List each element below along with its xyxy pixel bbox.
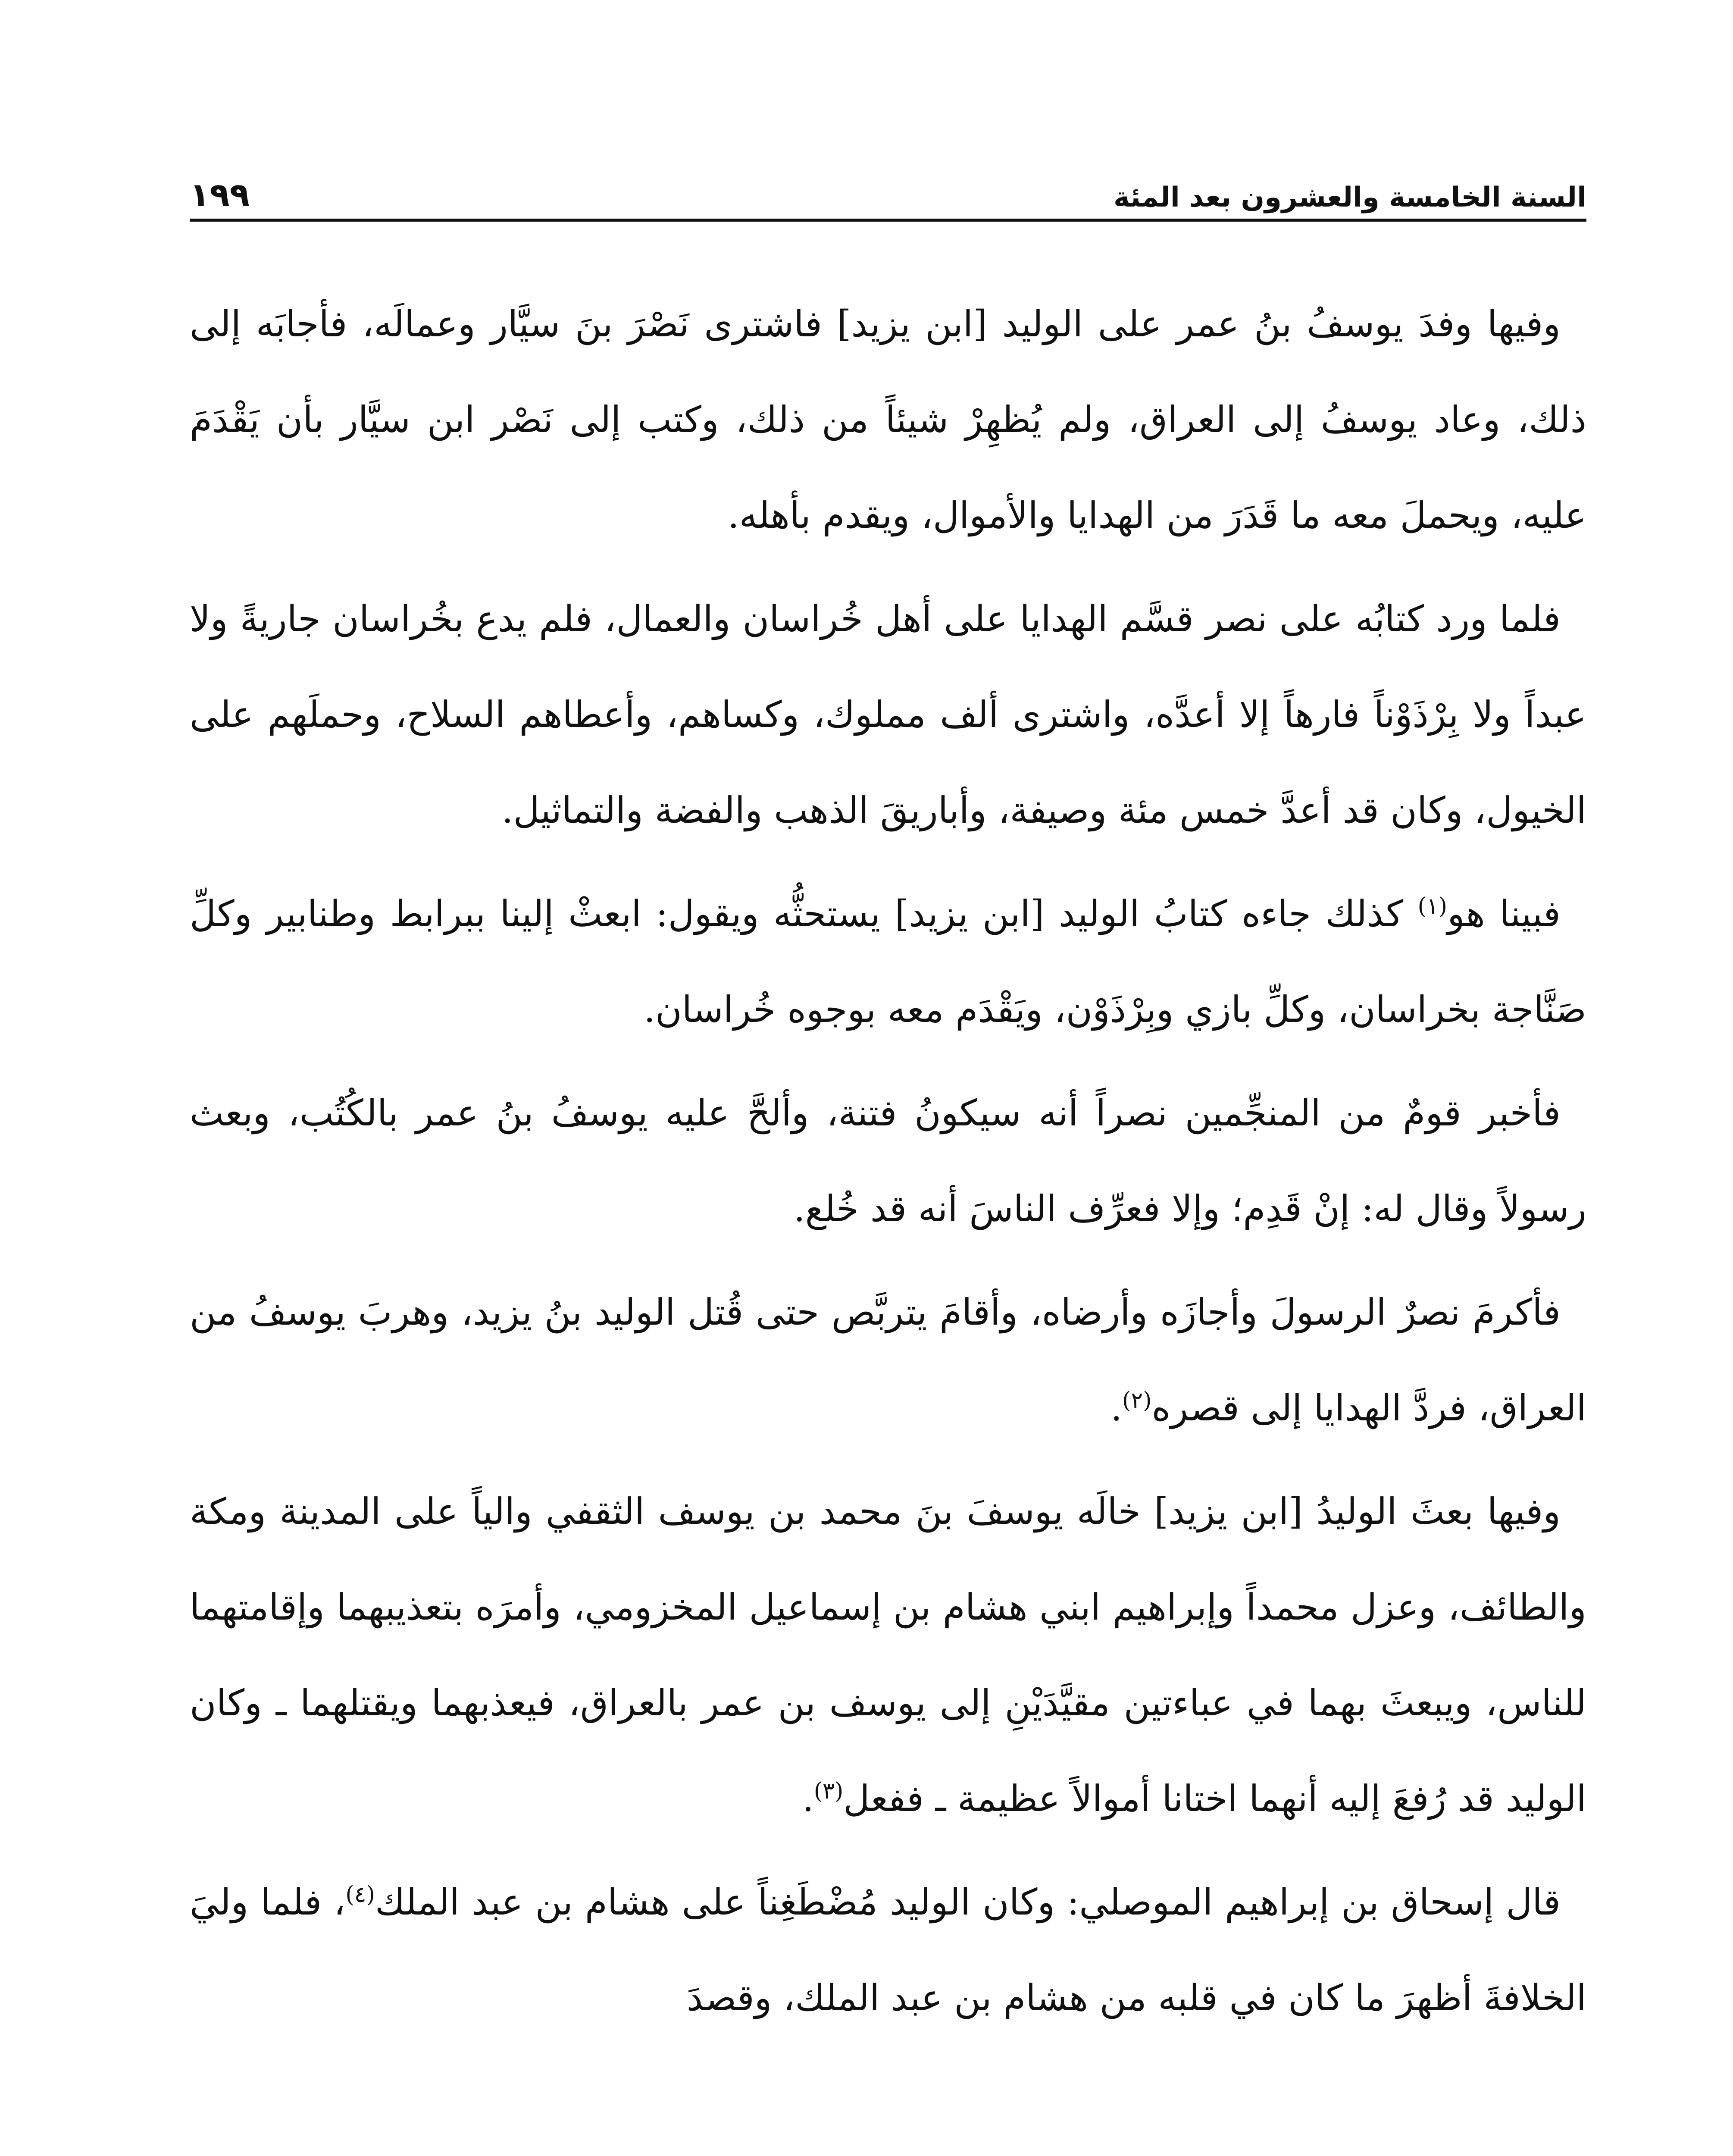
- footnote-marker-4: (٤): [345, 1882, 375, 1908]
- running-header-title: السنة الخامسة والعشرون بعد المئة: [1114, 182, 1586, 213]
- running-header: [190, 160, 1586, 214]
- paragraph-6: [190, 1463, 1586, 1846]
- paragraph-text: ، فلما وليَ الخلافةَ أظهرَ ما كان في قلبه من هشام بن عبد الملك، وقصدَ: [190, 1881, 1586, 2019]
- paragraph-2: [190, 571, 1586, 858]
- paragraph-text: وفيها بعثَ الوليدُ [ابن يزيد] خالَه يوسفَ بنَ محمد بن يوسف الثقفي والياً على المدينة ومكة والطائف، وعزل محمداً وإبراهيم ابني هشام بن إسماعيل المخزومي، وأمرَه بتعذيبهما وإقامتهما للناس، ويبعثَ بهما في عباءتين مقيَّدَيْنِ إلى يوسف بن عمر بالعراق، فيعذبهما ويقتلهما ـ وكان الوليد قد رُفعَ إليه أنهما اختانا أموالاً عظيمة ـ ففعل: [190, 1490, 1586, 1820]
- paragraph-text: فلما ورد كتابُه على نصر قسَّم الهدايا على أهل خُراسان والعمال، فلم يدع بخُراسان جاريةً ولا عبداً ولا بِرْذَوْناً فارهاً إلا أعدَّه، واشترى ألف مملوك، وكساهم، وأعطاهم السلاح، وحملَهم على الخيول، وكان قد أعدَّ خمس مئة وصيفة، وأباريقَ الذهب والفضة والتماثيل.: [190, 598, 1586, 831]
- paragraph-4: [190, 1065, 1586, 1257]
- footnote-marker-2: (٢): [1122, 1388, 1152, 1413]
- paragraph-text: .: [1110, 1387, 1122, 1429]
- footnote-marker-3: (٣): [813, 1778, 844, 1804]
- main-text: [190, 276, 1586, 2053]
- paragraph-text: .: [802, 1777, 814, 1820]
- paragraph-text: وفيها وفدَ يوسفُ بنُ عمر على الوليد [ابن يزيد] فاشترى نَصْرَ بنَ سيَّار وعمالَه، فأجابَه إلى ذلك، وعاد يوسفُ إلى العراق، ولم يُظهِرْ شيئاً من ذلك، وكتب إلى نَصْر ابن سيَّار بأن يَقْدَمَ عليه، ويحملَ معه ما قَدَرَ من الهدايا والأموال، ويقدم بأهله.: [190, 303, 1586, 536]
- paragraph-3: [190, 866, 1586, 1057]
- paragraph-7: [190, 1854, 1586, 2046]
- paragraph-text: فأخبر قومٌ من المنجِّمين نصراً أنه سيكونُ فتنة، وألحَّ عليه يوسفُ بنُ عمر بالكُتُب، وبعث رسولاً وقال له: إنْ قَدِم؛ وإلا فعرِّف الناسَ أنه قد خُلع.: [190, 1092, 1586, 1230]
- header-divider: [190, 219, 1586, 222]
- paragraph-text: قال إسحاق بن إبراهيم الموصلي: وكان الوليد مُضْطَغِناً على هشام بن عبد الملك: [375, 1881, 1561, 1923]
- footnote-marker-1: (١): [1417, 893, 1448, 919]
- paragraph-5: [190, 1264, 1586, 1456]
- page-number: ١٩٩: [190, 175, 250, 214]
- paragraph-1: [190, 276, 1586, 563]
- paragraph-text: فبينا هو: [1447, 893, 1561, 935]
- paragraph-text: فأكرمَ نصرٌ الرسولَ وأجازَه وأرضاه، وأقامَ يتربَّص حتى قُتل الوليد بنُ يزيد، وهربَ يوسفُ من العراق، فردَّ الهدايا إلى قصره: [190, 1291, 1586, 1429]
- paragraph-text: كذلك جاءه كتابُ الوليد [ابن يزيد] يستحثُّه ويقول: ابعثْ إلينا ببرابط وطنابير وكلِّ صَنَّاجة بخراسان، وكلِّ بازي وبِرْذَوْن، ويَقْدَم معه بوجوه خُراسان.: [190, 893, 1586, 1031]
